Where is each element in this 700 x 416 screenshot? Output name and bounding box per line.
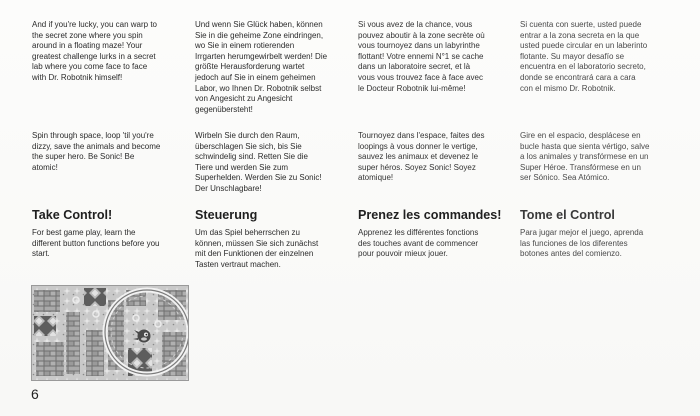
spin-space-paragraph: Wirbeln Sie durch den Raum, überschlagen Sie sich, bis Sie schwindelig sind. Retten Sie die Tiere und werden Sie zum Superhelden. Werden Sie zu Sonic! Der Unschlagbare! [195, 131, 322, 193]
warp-zone-paragraph: Und wenn Sie Glück haben, können Sie in die geheime Zone eindringen, wo Sie in einem rotierenden Irrgarten herumgewirbelt werden! Die größte Herausforderung wartet jedoch auf Sie in einem geheimen Labor, wo Ihnen Dr. Robotnik selbst von Angesicht zu Angesicht gegenübersteht! [195, 20, 328, 114]
section-heading: Prenez les commandes! [358, 208, 502, 222]
section-heading: Tome el Control [520, 208, 615, 222]
spin-space-paragraph: Tournoyez dans l'espace, faites des loopings à vous donner le vertige, sauvez les animaux et devenez le super héros. Soyez Sonic! Soyez atomique! [358, 131, 485, 183]
controls-paragraph: For best game play, learn the different button functions before you start. [32, 228, 160, 259]
section-heading: Take Control! [32, 208, 113, 222]
special-stage-image [32, 286, 188, 380]
section-heading: Steuerung [195, 208, 258, 222]
controls-paragraph: Um das Spiel beherrschen zu können, müssen Sie sich zunächst mit den Funktionen der einzelnen Tasten vertraut machen. [195, 228, 319, 269]
page-number: 6 [31, 386, 39, 402]
controls-paragraph: Apprenez les différentes fonctions des touches avant de commencer pour pouvoir mieux jouer. [358, 228, 479, 259]
warp-zone-paragraph: Si cuenta con suerte, usted puede entrar a la zona secreta en la que usted puede circular en un laberinto flotante. Su mayor desafío se encuentra en el laboratorio secreto, donde se encontrará cara a cara con el mismo Dr. Robotnik. [520, 20, 648, 93]
warp-zone-paragraph: Si vous avez de la chance, vous pouvez aboutir à la zone secrète où vous tournoyez dans un labyrinthe flottant! Votre ennemi N°1 se cache dans un laboratoire secret, et là vous vous trouvez face à face avec le Docteur Robotnik lui-même! [358, 20, 485, 93]
spin-space-paragraph: Spin through space, loop 'til you're dizzy, save the animals and become the super hero. Be Sonic! Be atomic! [32, 131, 161, 172]
controls-paragraph: Para jugar mejor el juego, aprenda las funciones de los diferentes botones antes del comienzo. [520, 228, 644, 259]
spin-space-paragraph: Gire en el espacio, desplácese en bucle hasta que sienta vértigo, salve a los animales y transfórmese en un Super Héroe. Transfórmese en un ser Sónico. Sea Atómico. [520, 131, 650, 183]
warp-zone-paragraph: And if you're lucky, you can warp to the secret zone where you spin around in a floating maze! Your greatest challenge lurks in a secret lab where you come face to face with Dr. Robotnik himself! [32, 20, 157, 82]
game-screenshot [31, 285, 189, 381]
